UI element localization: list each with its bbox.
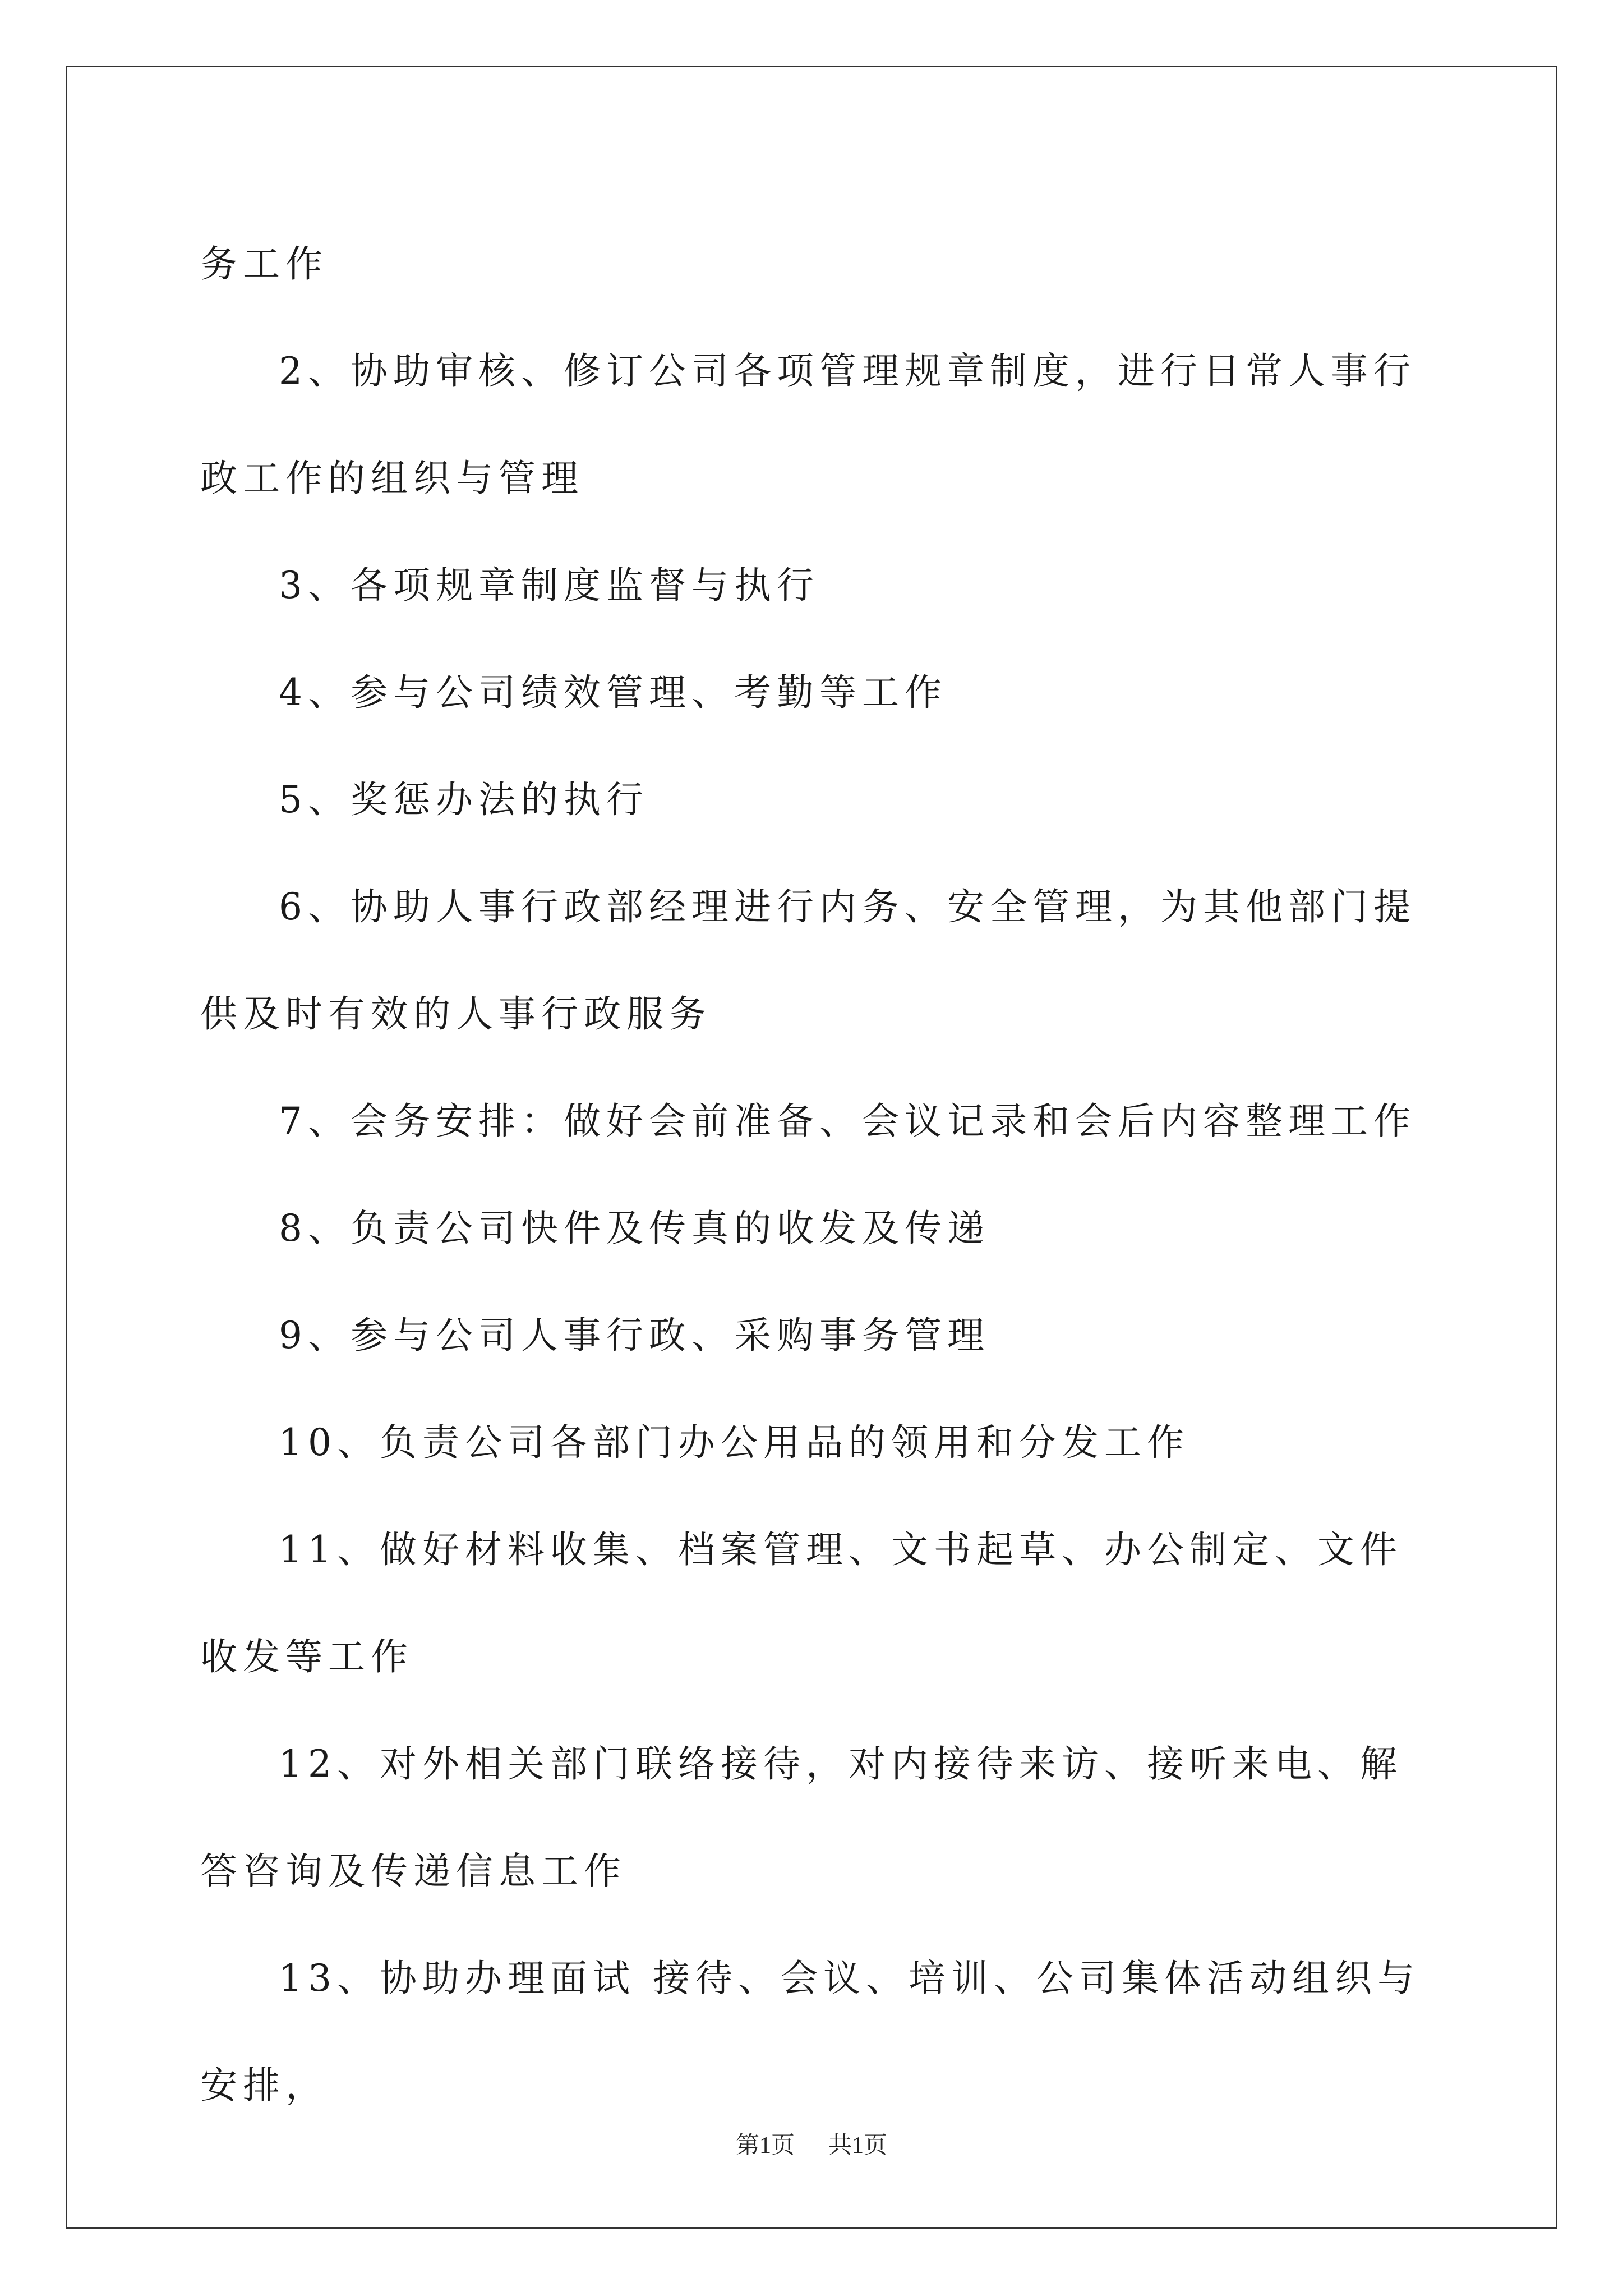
list-item: 9、参与公司人事行政、采购事务管理 [279, 1314, 990, 1357]
list-item: 2、协助审核、修订公司各项管理规章制度，进行日常人事行政工作的组织与管理 [200, 349, 1416, 500]
list-item: 11、做好材料收集、档案管理、文书起草、办公制定、文件收发等工作 [200, 1528, 1403, 1678]
list-item: 5、奖惩办法的执行 [279, 778, 649, 821]
page-number: 第1页 [735, 2133, 795, 2159]
document-body [200, 210, 1434, 2139]
page-footer [0, 2129, 1623, 2162]
list-item: 3、各项规章制度监督与执行 [279, 564, 819, 607]
list-item: 7、会务安排：做好会前准备、会议记录和会后内容整理工作 [279, 1099, 1416, 1143]
list-item: 12、对外相关部门联络接待，对内接待来访、接听来电、解答咨询及传递信息工作 [200, 1742, 1403, 1893]
list-item: 6、协助人事行政部经理进行内务、安全管理，为其他部门提供及时有效的人事行政服务 [200, 885, 1416, 1036]
list-item: 4、参与公司绩效管理、考勤等工作 [279, 671, 947, 714]
list-item: 13、协助办理面试 接待、会议、培训、公司集体活动组织与安排， [200, 1957, 1420, 2107]
page-total: 共1页 [828, 2133, 888, 2159]
list-item: 10、负责公司各部门办公用品的领用和分发工作 [279, 1421, 1189, 1464]
paragraph-continuation: 务工作 [200, 242, 328, 286]
list-item: 8、负责公司快件及传真的收发及传递 [279, 1207, 990, 1250]
